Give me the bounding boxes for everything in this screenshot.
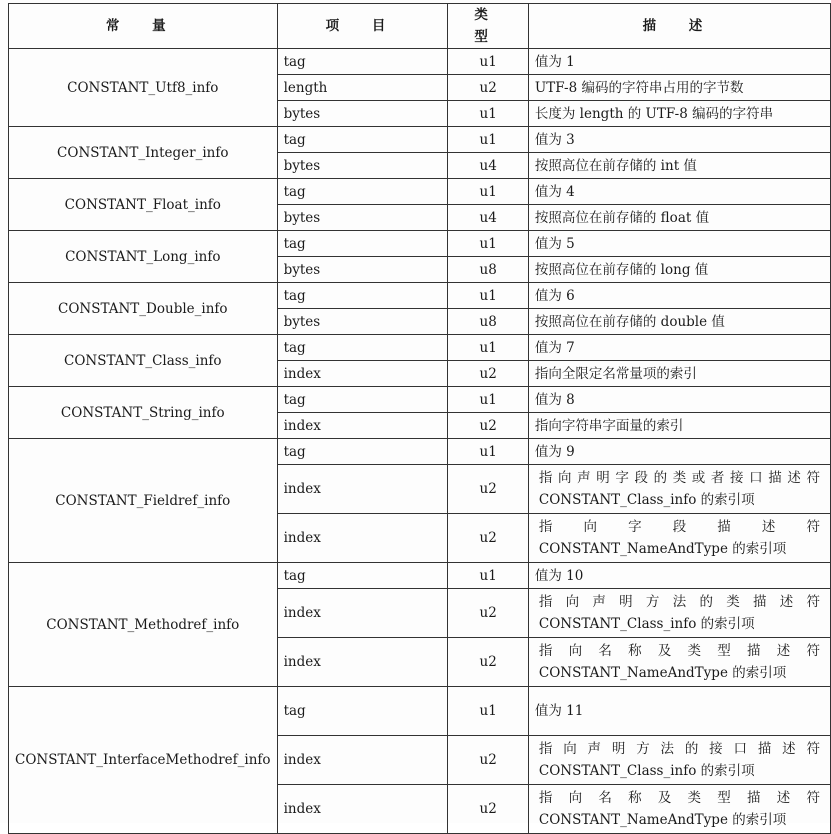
item-cell: index xyxy=(277,465,448,514)
description-cell: 值为 9 xyxy=(528,439,830,465)
item-cell: index xyxy=(277,413,448,439)
description-cell: 值为 4 xyxy=(528,179,830,205)
type-cell: u1 xyxy=(448,387,528,413)
item-cell: index xyxy=(277,514,448,563)
type-cell: u1 xyxy=(448,179,528,205)
type-cell: u8 xyxy=(448,309,528,335)
type-cell: u4 xyxy=(448,153,528,179)
constant-name: CONSTANT_InterfaceMethodref_info xyxy=(9,687,278,834)
description-cell: 值为 7 xyxy=(528,335,830,361)
description-cell: 指向声明方法的类描述符 CONSTANT_Class_info 的索引项 xyxy=(528,589,830,638)
item-cell: tag xyxy=(277,127,448,153)
item-cell: bytes xyxy=(277,101,448,127)
item-cell: tag xyxy=(277,49,448,75)
constant-name: CONSTANT_Float_info xyxy=(9,179,278,231)
description-cell: 按照高位在前存储的 long 值 xyxy=(528,257,830,283)
table-row xyxy=(9,283,831,309)
type-cell: u1 xyxy=(448,49,528,75)
item-cell: bytes xyxy=(277,153,448,179)
table-row xyxy=(9,231,831,257)
item-cell: tag xyxy=(277,283,448,309)
item-cell: tag xyxy=(277,387,448,413)
type-cell: u1 xyxy=(448,563,528,589)
header-item: 项 目 xyxy=(277,4,448,49)
constant-pool-table xyxy=(8,3,831,834)
type-cell: u2 xyxy=(448,638,528,687)
description-cell: 值为 3 xyxy=(528,127,830,153)
type-cell: u2 xyxy=(448,589,528,638)
item-cell: index xyxy=(277,736,448,785)
table-row xyxy=(9,687,831,736)
description-cell: 值为 10 xyxy=(528,563,830,589)
item-cell: tag xyxy=(277,179,448,205)
description-cell: 值为 5 xyxy=(528,231,830,257)
header-row xyxy=(9,4,831,49)
item-cell: tag xyxy=(277,687,448,736)
type-cell: u4 xyxy=(448,205,528,231)
table-row xyxy=(9,563,831,589)
item-cell: tag xyxy=(277,439,448,465)
description-cell: 指向名称及类型描述符 CONSTANT_NameAndType 的索引项 xyxy=(528,638,830,687)
item-cell: bytes xyxy=(277,309,448,335)
item-cell: index xyxy=(277,638,448,687)
description-cell: 值为 6 xyxy=(528,283,830,309)
item-cell: index xyxy=(277,361,448,387)
constant-name: CONSTANT_Long_info xyxy=(9,231,278,283)
header-description: 描 述 xyxy=(528,4,830,49)
type-cell: u2 xyxy=(448,75,528,101)
description-cell: 值为 1 xyxy=(528,49,830,75)
description-cell: 值为 11 xyxy=(528,687,830,736)
description-cell: 指向字段描述符 CONSTANT_NameAndType 的索引项 xyxy=(528,514,830,563)
description-cell: 指向名称及类型描述符 CONSTANT_NameAndType 的索引项 xyxy=(528,785,830,834)
type-cell: u2 xyxy=(448,785,528,834)
description-cell: 值为 8 xyxy=(528,387,830,413)
item-cell: bytes xyxy=(277,257,448,283)
table-row xyxy=(9,49,831,75)
type-cell: u1 xyxy=(448,127,528,153)
constant-name: CONSTANT_Fieldref_info xyxy=(9,439,278,563)
description-cell: 指向字符串字面量的索引 xyxy=(528,413,830,439)
constant-name: CONSTANT_Methodref_info xyxy=(9,563,278,687)
table-row xyxy=(9,439,831,465)
type-cell: u8 xyxy=(448,257,528,283)
table-row xyxy=(9,335,831,361)
type-cell: u1 xyxy=(448,439,528,465)
item-cell: bytes xyxy=(277,205,448,231)
constant-name: CONSTANT_Double_info xyxy=(9,283,278,335)
type-cell: u1 xyxy=(448,687,528,736)
table-row xyxy=(9,179,831,205)
description-cell: 按照高位在前存储的 int 值 xyxy=(528,153,830,179)
type-cell: u2 xyxy=(448,736,528,785)
type-cell: u2 xyxy=(448,465,528,514)
type-cell: u1 xyxy=(448,231,528,257)
constant-name: CONSTANT_String_info xyxy=(9,387,278,439)
type-cell: u2 xyxy=(448,413,528,439)
item-cell: length xyxy=(277,75,448,101)
header-constant: 常 量 xyxy=(9,4,278,49)
item-cell: tag xyxy=(277,563,448,589)
constant-name: CONSTANT_Utf8_info xyxy=(9,49,278,127)
constant-name: CONSTANT_Class_info xyxy=(9,335,278,387)
item-cell: tag xyxy=(277,231,448,257)
description-cell: UTF-8 编码的字符串占用的字节数 xyxy=(528,75,830,101)
table-row xyxy=(9,127,831,153)
type-cell: u1 xyxy=(448,101,528,127)
description-cell: 指向声明字段的类或者接口描述符 CONSTANT_Class_info 的索引项 xyxy=(528,465,830,514)
description-cell: 长度为 length 的 UTF-8 编码的字符串 xyxy=(528,101,830,127)
type-cell: u2 xyxy=(448,514,528,563)
description-cell: 按照高位在前存储的 float 值 xyxy=(528,205,830,231)
type-cell: u1 xyxy=(448,335,528,361)
type-cell: u1 xyxy=(448,283,528,309)
constant-name: CONSTANT_Integer_info xyxy=(9,127,278,179)
description-cell: 按照高位在前存储的 double 值 xyxy=(528,309,830,335)
description-cell: 指向全限定名常量项的索引 xyxy=(528,361,830,387)
item-cell: tag xyxy=(277,335,448,361)
header-type: 类 型 xyxy=(448,4,528,49)
item-cell: index xyxy=(277,589,448,638)
type-cell: u2 xyxy=(448,361,528,387)
item-cell: index xyxy=(277,785,448,834)
table-row xyxy=(9,387,831,413)
description-cell: 指向声明方法的接口描述符 CONSTANT_Class_info 的索引项 xyxy=(528,736,830,785)
